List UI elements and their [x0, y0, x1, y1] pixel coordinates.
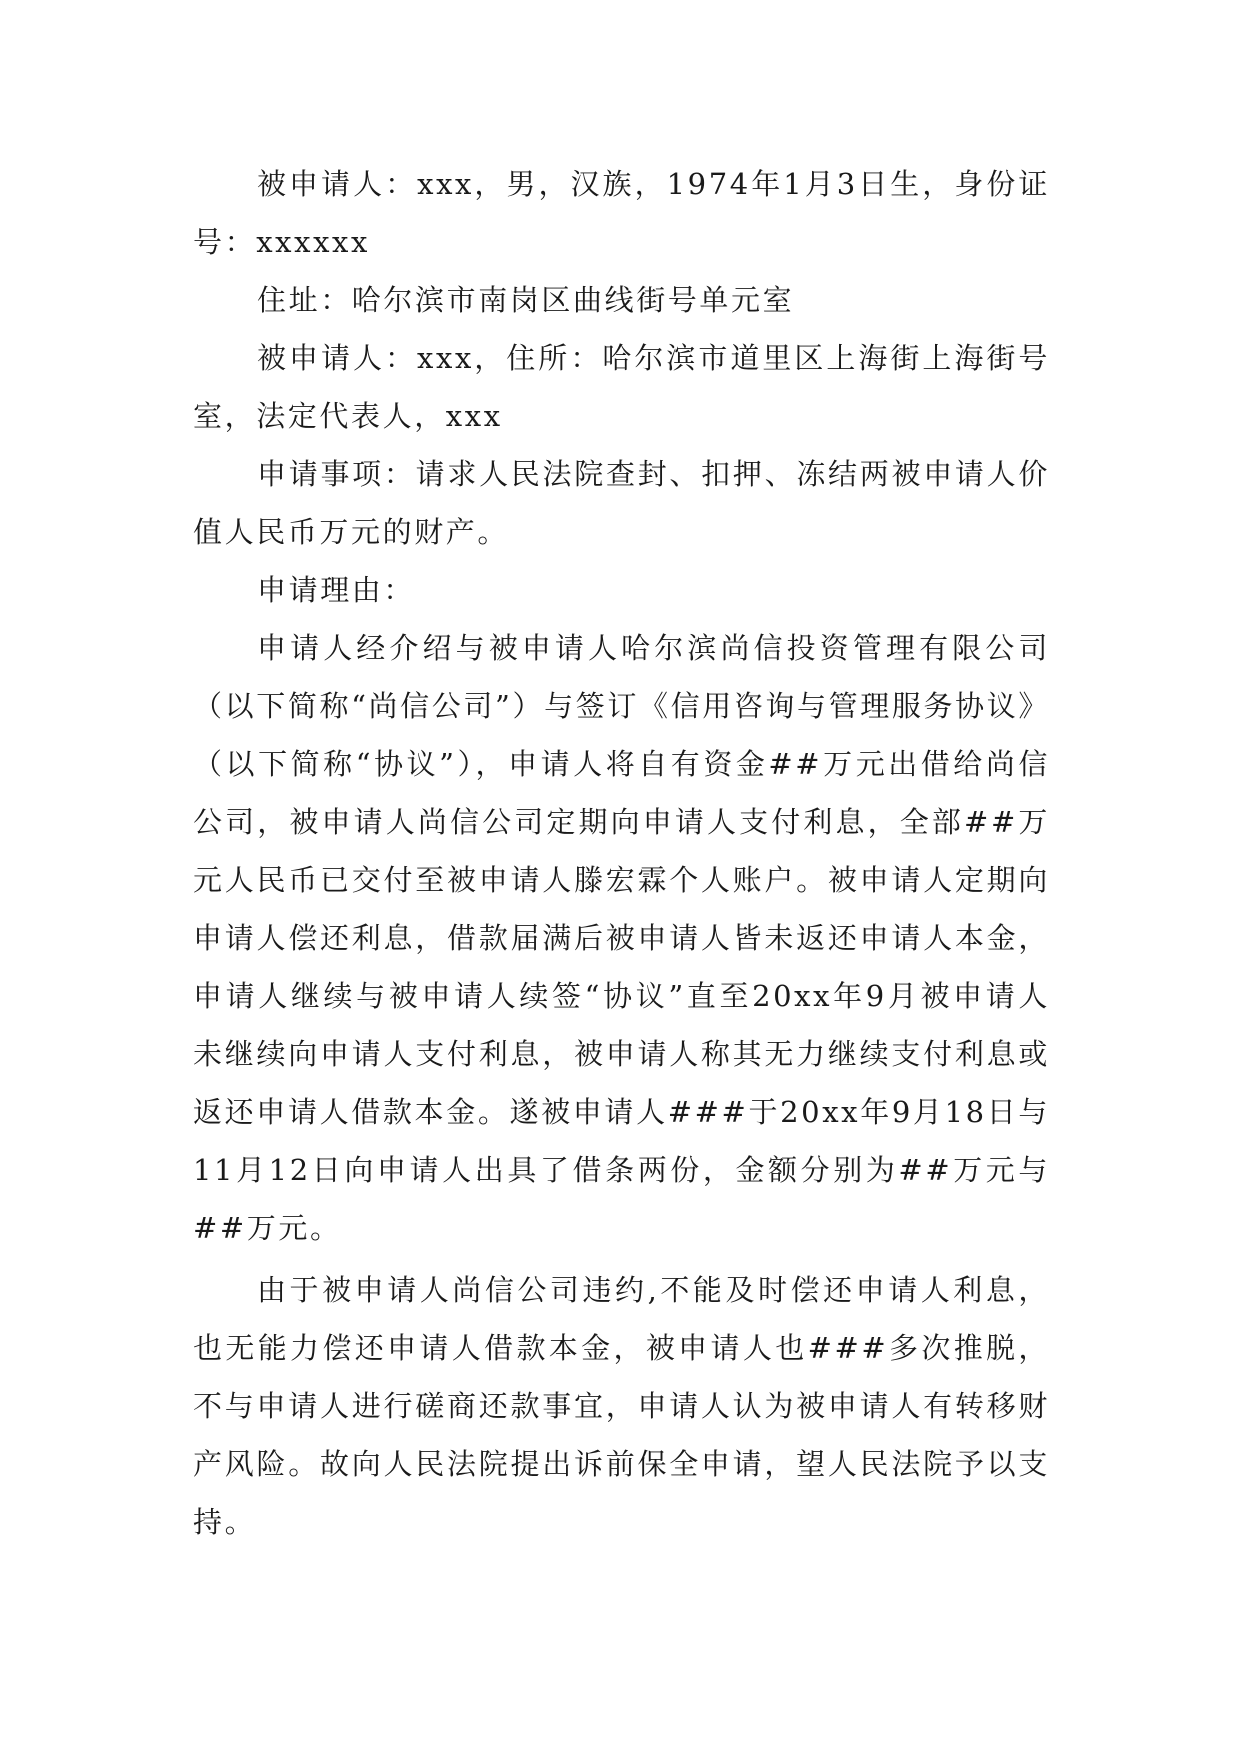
paragraph-reasons-heading: 申请理由：	[257, 573, 416, 607]
paragraph-conclusion: 由于被申请人尚信公司违约,不能及时偿还申请人利息，也无能力偿还申请人借款本金，被申请人也###多次推脱，不与申请人进行磋商还款事宜，申请人认为被申请人有转移财产风险。故向人民法院提出诉前保全申请，望人民法院予以支持。	[193, 1273, 1050, 1539]
paragraph-reasons-body: 申请人经介绍与被申请人哈尔滨尚信投资管理有限公司（以下简称“尚信公司”）与签订《信用咨询与管理服务协议》（以下简称“协议”），申请人将自有资金##万元出借给尚信公司，被申请人尚信公司定期向申请人支付利息，全部##万元人民币已交付至被申请人滕宏霖个人账户。被申请人定期向申请人偿还利息，借款届满后被申请人皆未返还申请人本金，申请人继续与被申请人续签“协议”直至20xx年9月被申请人未继续向申请人支付利息，被申请人称其无力继续支付利息或返还申请人借款本金。遂被申请人###于20xx年9月18日与11月12日向申请人出具了借条两份，金额分别为##万元与##万元。	[193, 631, 1050, 1245]
paragraph-application-items: 申请事项：请求人民法院查封、扣押、冻结两被申请人价值人民币万元的财产。	[193, 457, 1050, 549]
document-body	[193, 155, 1050, 1551]
paragraph-respondent-2: 被申请人：xxx，住所：哈尔滨市道里区上海街上海街号室，法定代表人，xxx	[193, 341, 1050, 433]
paragraph-respondent-1: 被申请人：xxx，男，汉族，1974年1月3日生，身份证号：xxxxxx	[193, 167, 1050, 259]
paragraph-address: 住址：哈尔滨市南岗区曲线街号单元室	[257, 283, 795, 317]
